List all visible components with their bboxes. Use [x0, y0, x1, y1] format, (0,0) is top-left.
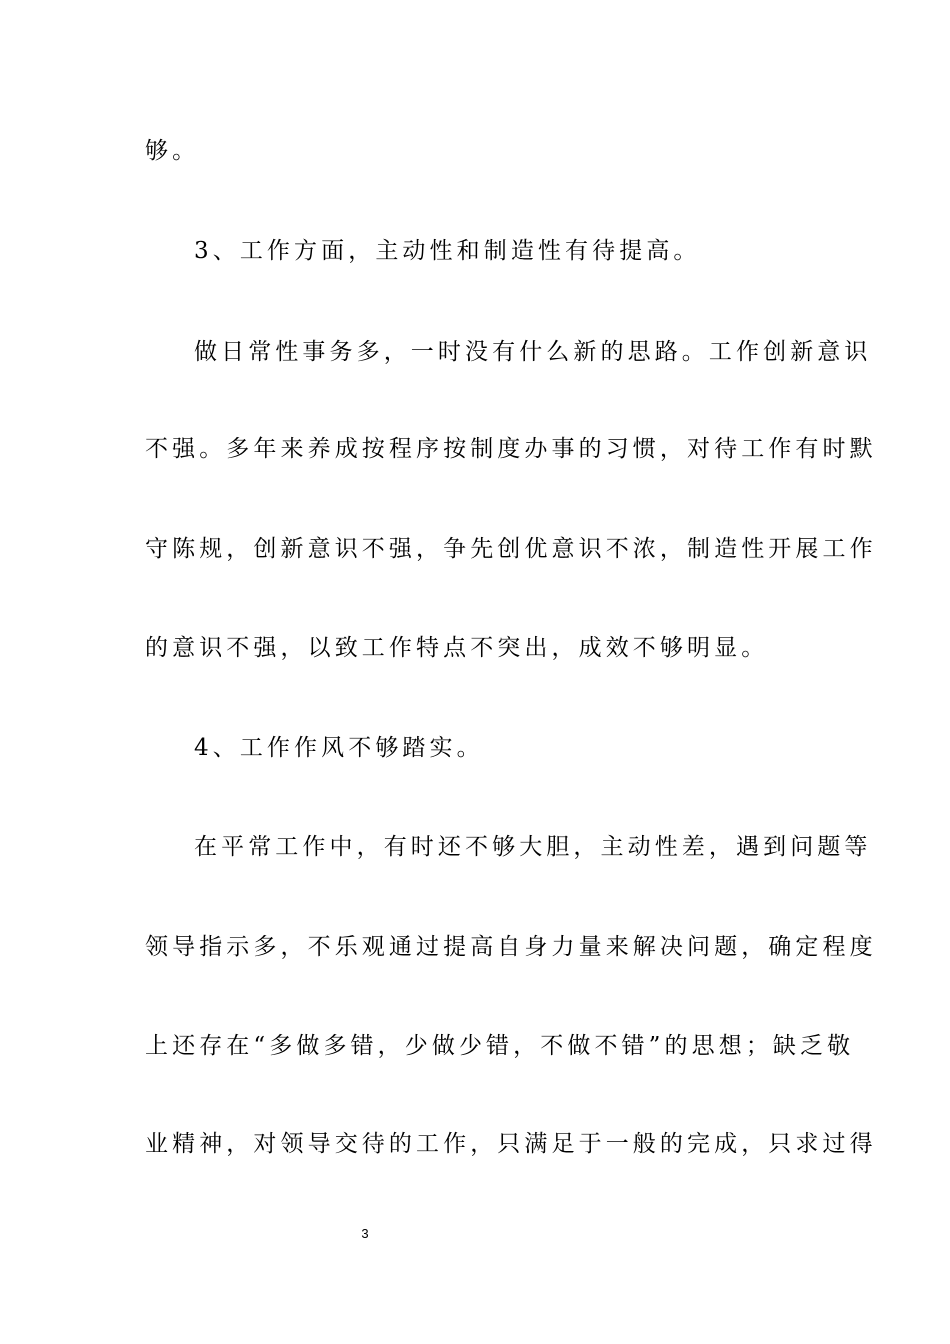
- page-number: 3: [361, 1226, 369, 1241]
- text-line-11: 业精神，对领导交待的工作，只满足于一般的完成，只求过得: [145, 1131, 877, 1157]
- text-line-8: 在平常工作中，有时还不够大胆，主动性差，遇到问题等: [194, 834, 872, 860]
- text-line-3: 做日常性事务多，一时没有什么新的思路。工作创新意识: [194, 339, 872, 365]
- text-line-9: 领导指示多，不乐观通过提高自身力量来解决问题，确定程度: [145, 934, 877, 960]
- text-line-6: 的意识不强，以致工作特点不突出，成效不够明显。: [145, 635, 769, 661]
- section-heading-3: 3、工作方面，主动性和制造性有待提高。: [194, 238, 701, 264]
- text-line-5: 守陈规，创新意识不强，争先创优意识不浓，制造性开展工作: [145, 536, 877, 562]
- section-heading-4: 4、工作作风不够踏实。: [194, 735, 484, 761]
- text-line-10: 上还存在“多做多错，少做少错，不做不错”的思想；缺乏敬: [145, 1033, 855, 1059]
- text-line-4: 不强。多年来养成按程序按制度办事的习惯，对待工作有时默: [145, 436, 877, 462]
- text-line-1: 够。: [145, 138, 200, 164]
